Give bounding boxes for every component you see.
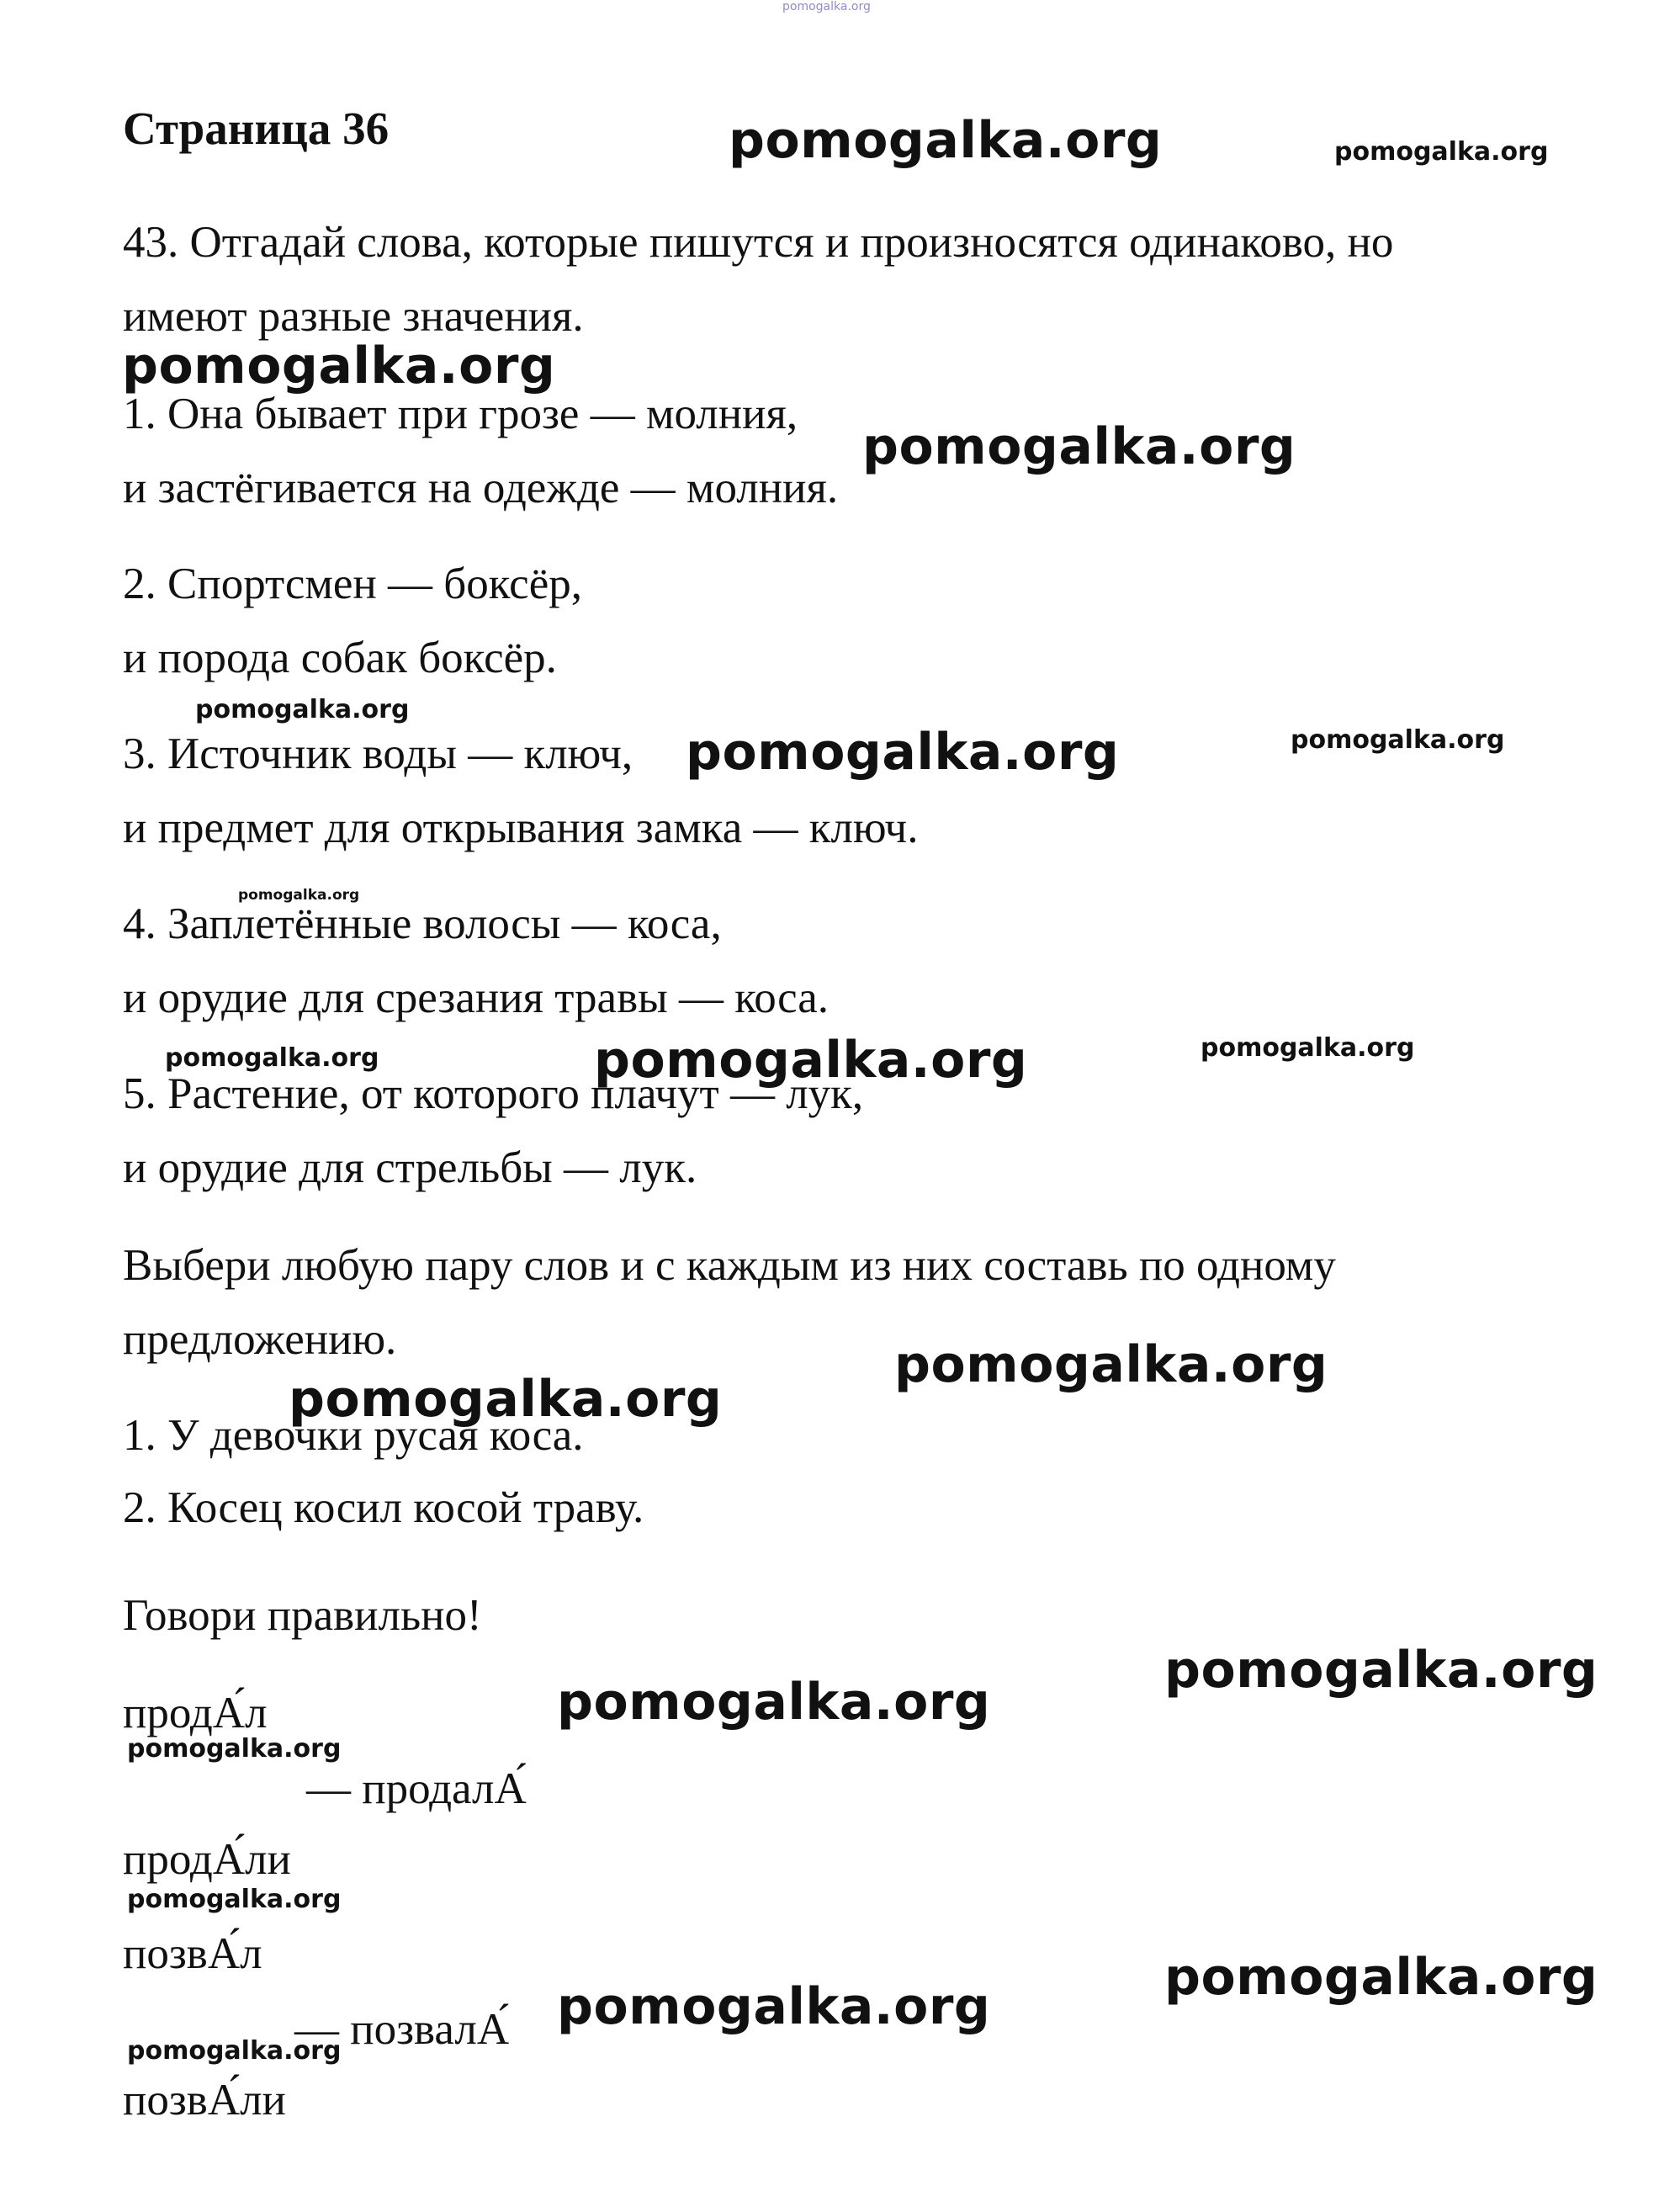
task-question-line1: 43. Отгадай слова, которые пишутся и произносятся одинаково, но bbox=[123, 218, 1394, 267]
pair-3-line2: и предмет для открывания замка — ключ. bbox=[123, 804, 919, 852]
exercise-line2: предложению. bbox=[123, 1315, 397, 1364]
stress-word: продА́ли bbox=[123, 1835, 291, 1884]
watermark: pomogalka.org bbox=[122, 337, 556, 395]
watermark: pomogalka.org bbox=[782, 0, 871, 13]
pair-3-line1: 3. Источник воды — ключ, bbox=[123, 729, 633, 778]
pair-1-line1: 1. Она бывает при грозе — молния, bbox=[123, 390, 798, 438]
watermark: pomogalka.org bbox=[894, 1335, 1328, 1394]
speak-correctly-heading: Говори правильно! bbox=[123, 1591, 482, 1640]
watermark: pomogalka.org bbox=[594, 1031, 1028, 1090]
watermark: pomogalka.org bbox=[729, 111, 1163, 170]
page-title: Страница 36 bbox=[123, 103, 390, 154]
stress-word: позвА́л bbox=[123, 1929, 262, 1978]
watermark: pomogalka.org bbox=[862, 417, 1296, 476]
watermark: pomogalka.org bbox=[686, 723, 1120, 782]
watermark: pomogalka.org bbox=[127, 1885, 342, 1914]
watermark: pomogalka.org bbox=[1201, 1033, 1415, 1063]
watermark: pomogalka.org bbox=[557, 1977, 991, 2036]
pair-5-line1: 5. Растение, от которого плачут — лук, bbox=[123, 1069, 864, 1118]
watermark: pomogalka.org bbox=[165, 1043, 379, 1073]
stress-word: продА́л bbox=[123, 1689, 268, 1737]
watermark: pomogalka.org bbox=[195, 695, 410, 724]
watermark: pomogalka.org bbox=[1291, 725, 1505, 755]
watermark: pomogalka.org bbox=[1164, 1641, 1598, 1700]
pair-4-line1: 4. Заплетённые волосы — коса, bbox=[123, 899, 722, 948]
exercise-sentence-2: 2. Косец косил косой траву. bbox=[123, 1483, 644, 1532]
exercise-sentence-1: 1. У девочки русая коса. bbox=[123, 1411, 584, 1460]
pair-1-line2: и застёгивается на одежде — молния. bbox=[123, 464, 839, 512]
exercise-line1: Выбери любую пару слов и с каждым из них составь по одному bbox=[123, 1241, 1336, 1290]
pair-2-line2: и порода собак боксёр. bbox=[123, 634, 557, 682]
watermark: pomogalka.org bbox=[289, 1370, 723, 1429]
watermark: pomogalka.org bbox=[127, 2036, 342, 2066]
pair-5-line2: и орудие для стрельбы — лук. bbox=[123, 1143, 697, 1192]
watermark: pomogalka.org bbox=[557, 1673, 991, 1732]
stress-word: позвА́ли bbox=[123, 2076, 286, 2124]
task-question-line2: имеют разные значения. bbox=[123, 292, 584, 341]
watermark: pomogalka.org bbox=[238, 887, 360, 904]
stress-word-variant: — позвалА́ bbox=[294, 2005, 510, 2054]
watermark: pomogalka.org bbox=[127, 1734, 342, 1764]
watermark: pomogalka.org bbox=[1164, 1948, 1598, 2007]
pair-4-line2: и орудие для срезания травы — коса. bbox=[123, 973, 830, 1022]
pair-2-line1: 2. Спортсмен — боксёр, bbox=[123, 560, 582, 608]
watermark: pomogalka.org bbox=[1334, 137, 1549, 167]
stress-word-variant: — продалА́ bbox=[306, 1764, 527, 1813]
